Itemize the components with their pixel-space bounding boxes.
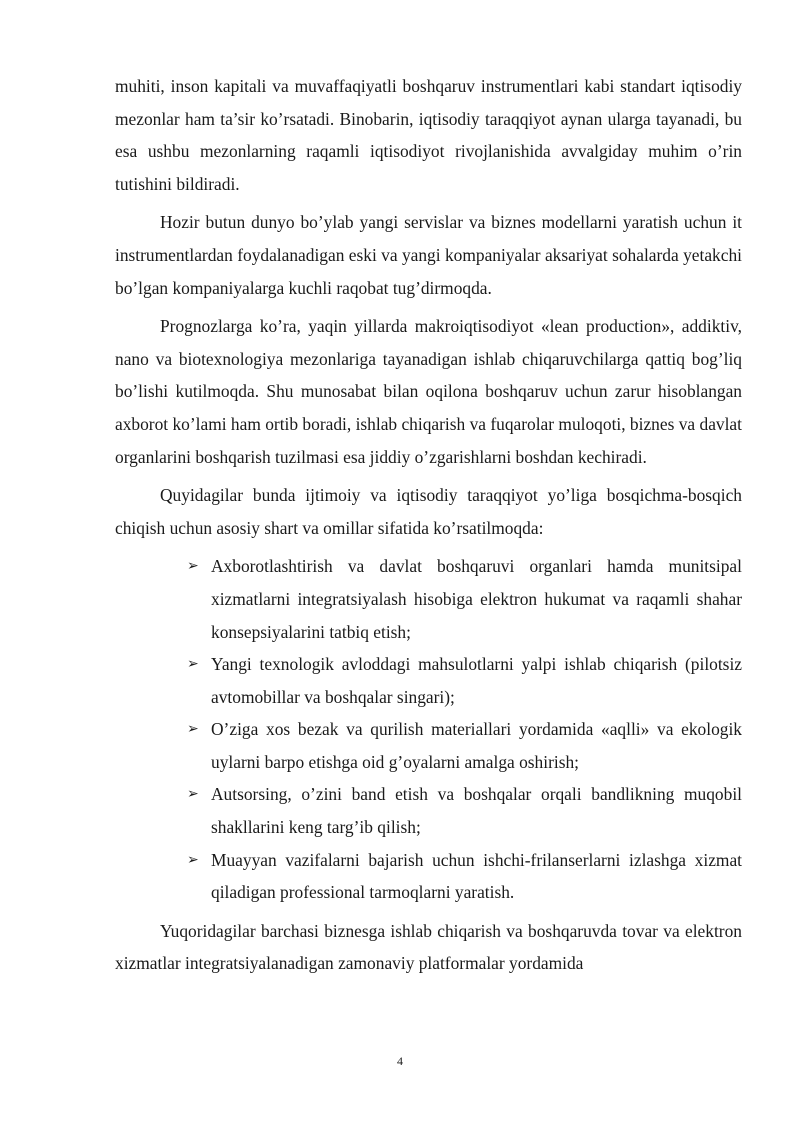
paragraph-continuation: muhiti, inson kapitali va muvaffaqiyatli boshqaruv instrumentlari kabi standart iqtisodiy mezonlar ham ta’sir ko’rsatadi. Binobarin, iqtisodiy taraqqiyot aynan ularga tayanadi, bu esa ushbu mezonlarning raqamli iqtisodiyot rivojlanishida avvalgiday muhim o’rin tutishini bildiradi. [115, 76, 742, 194]
list-item [187, 648, 742, 713]
arrowhead-bullet-icon: ➢ [187, 558, 199, 575]
arrowhead-bullet-icon: ➢ [187, 851, 199, 868]
arrowhead-bullet-icon: ➢ [187, 656, 199, 673]
list-item-text: O’ziga xos bezak va qurilish materiallari yordamida «aqlli» va ekologik uylarni barpo etishga oid g’oyalarni amalga oshirish; [211, 719, 742, 772]
list-item [187, 844, 742, 909]
list-item-text: Autsorsing, o’zini band etish va boshqalar orqali bandlikning muqobil shakllarini keng targ’ib qilish; [211, 784, 742, 838]
list-item [187, 550, 742, 648]
paragraph-closing: Yuqoridagilar barchasi biznesga ishlab chiqarish va boshqaruvda tovar va elektron xizmatlar integratsiyalanadigan zamonaviy platformalar yordamida [115, 920, 742, 974]
document-page [115, 70, 742, 986]
conditions-list [115, 550, 742, 909]
list-item [187, 778, 742, 843]
paragraph-global-competition: Hozir butun dunyo bo’ylab yangi servislar va biznes modellarni yaratish uchun it instrumentlardan foydalanadigan eski va yangi kompaniyalar aksariyat sohalarda yetakchi bo’lgan kompaniyalarga kuchli raqobat tug’dirmoqda. [115, 212, 742, 298]
arrowhead-bullet-icon: ➢ [187, 721, 199, 738]
list-item-text: Axborotlashtirish va davlat boshqaruvi organlari hamda munitsipal xizmatlarni integratsiyalash hisobiga elektron hukumat va raqamli shahar konsepsiyalarini tatbiq etish; [211, 556, 742, 642]
list-item [187, 713, 742, 778]
list-item-text: Muayyan vazifalarni bajarish uchun ishchi-frilanserlarni izlashga xizmat qiladigan professional tarmoqlarni yaratish. [211, 849, 742, 903]
list-item-text: Yangi texnologik avloddagi mahsulotlarni yalpi ishlab chiqarish (pilotsiz avtomobillar va boshqalar singari); [211, 654, 742, 707]
paragraph-forecasts: Prognozlarga ko’ra, yaqin yillarda makroiqtisodiyot «lean production», addiktiv, nano va biotexnologiya mezonlariga tayanadigan ishlab chiqaruvchilarga qattiq bog’liq bo’lishi kutilmoqda. Shu munosabat bilan oqilona boshqaruv uchun zarur hisoblangan axborot ko’lami ham ortib boradi, ishlab chiqarish va fuqarolar muloqoti, biznes va davlat organlarini boshqarish tuzilmasi esa jiddiy o’zgarishlarni boshdan kechiradi. [115, 316, 742, 467]
arrowhead-bullet-icon: ➢ [187, 786, 199, 803]
page-number: 4 [397, 1054, 403, 1068]
paragraph-conditions-intro: Quyidagilar bunda ijtimoiy va iqtisodiy taraqqiyot yo’liga bosqichma-bosqich chiqish uchun asosiy shart va omillar sifatida ko’rsatilmoqda: [115, 485, 742, 538]
